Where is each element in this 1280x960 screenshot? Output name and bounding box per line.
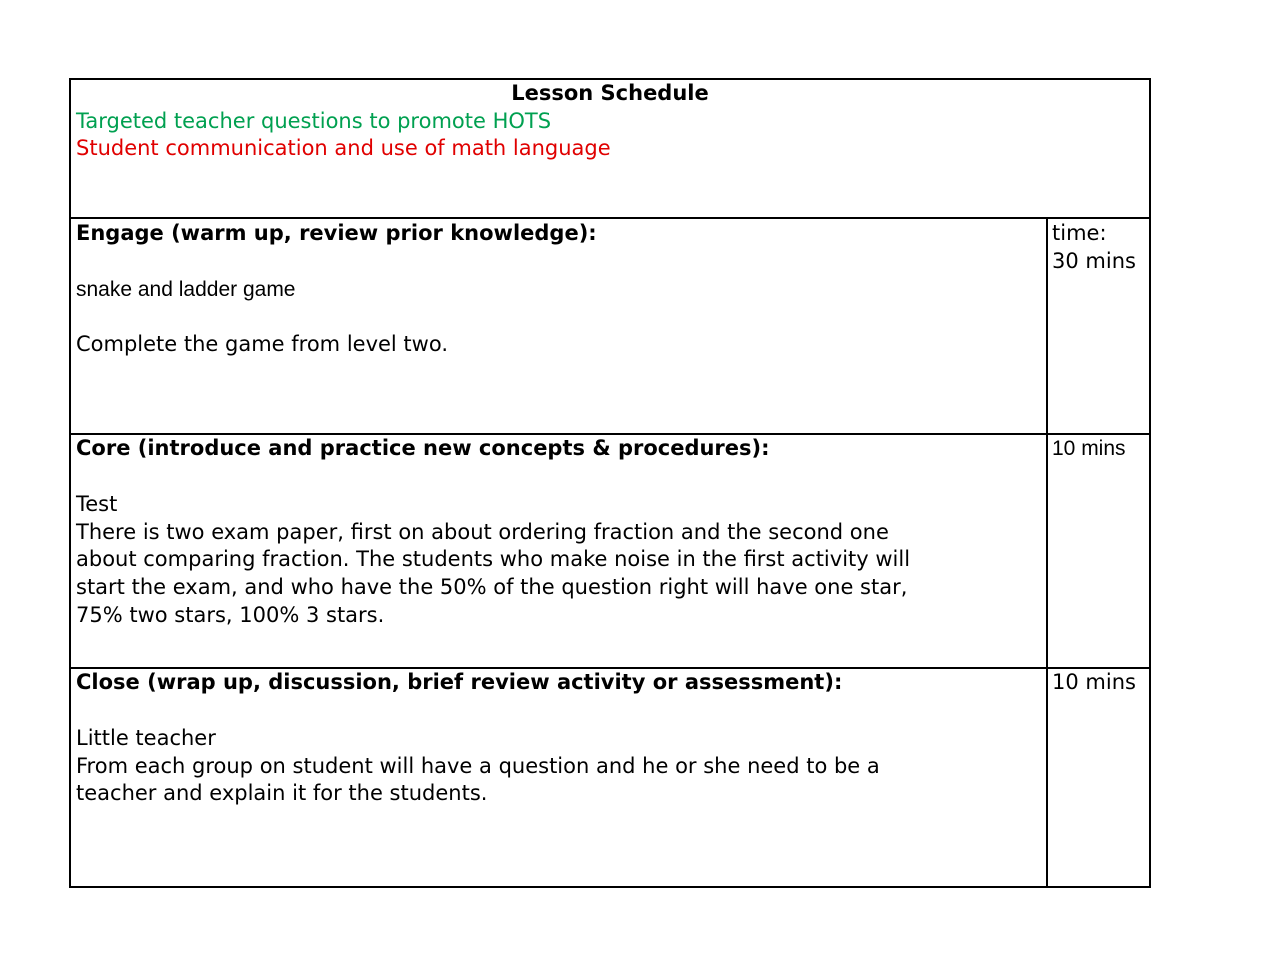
engage-heading: Engage (warm up, review prior knowledge): <box>76 221 597 245</box>
core-activity: Test <box>76 492 118 516</box>
engage-description: Complete the game from level two. <box>76 332 448 356</box>
core-time: 10 mins <box>1052 437 1126 460</box>
time-column-divider <box>1046 219 1048 888</box>
close-heading: Close (wrap up, discussion, brief review activity or assessment): <box>76 670 843 694</box>
row-divider-engage <box>71 217 1149 219</box>
hots-subtitle: Targeted teacher questions to promote HOTS <box>76 108 552 133</box>
engage-activity: snake and ladder game <box>76 278 296 301</box>
close-activity: Little teacher <box>76 726 216 750</box>
lesson-schedule-table <box>69 78 1151 888</box>
close-description: From each group on student will have a question and he or she need to be a teacher and explain it for the students. <box>76 753 880 806</box>
core-heading: Core (introduce and practice new concepts & procedures): <box>76 436 770 460</box>
engage-time: time: 30 mins <box>1052 221 1136 273</box>
core-description: There is two exam paper, first on about ordering fraction and the second one about comparing fraction. The students who make noise in the first activity will start the exam, and who have the 50% of the question right will have one star, 75% two stars, 100% 3 stars. <box>76 519 911 627</box>
close-time: 10 mins <box>1052 670 1136 694</box>
schedule-title: Lesson Schedule <box>511 81 709 105</box>
communication-subtitle: Student communication and use of math language <box>76 136 611 161</box>
